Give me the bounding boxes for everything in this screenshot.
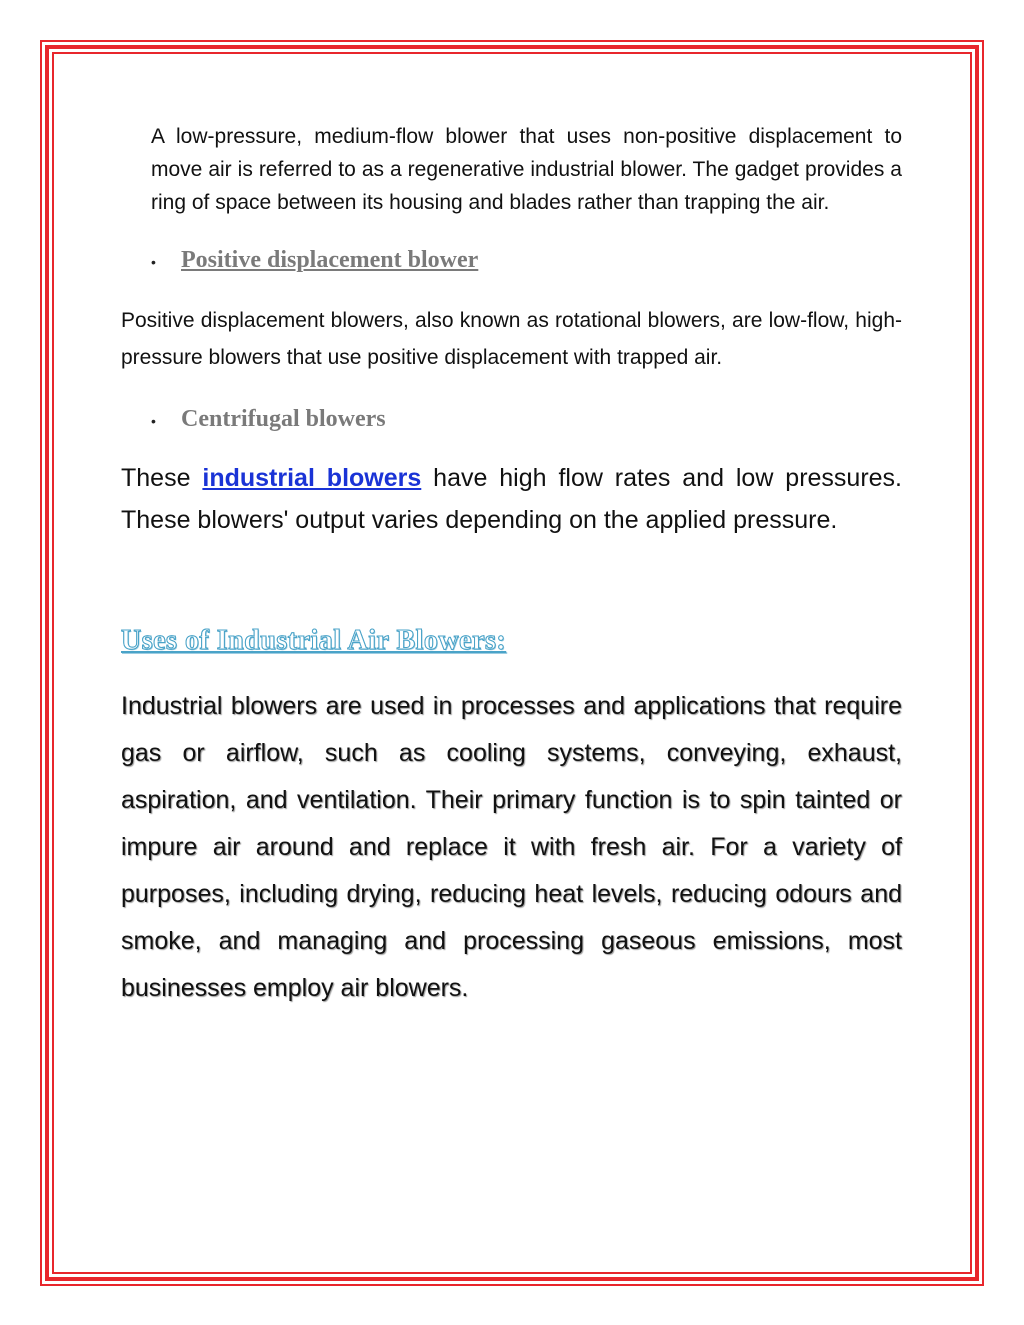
bullet-centrifugal: [121, 406, 902, 433]
bullet-positive-displacement: [121, 247, 902, 274]
bullet-label-positive-displacement: Positive displacement blower: [181, 247, 479, 273]
uses-paragraph: Industrial blowers are used in processes and applications that require gas or airflow, such as cooling systems, conveying, exhaust, aspiration, and ventilation. Their primary function is to spin tainted or impure air around and replace it with fresh air. For a variety of purposes, including drying, reducing heat levels, reducing odours and smoke, and managing and processing gaseous emissions, most businesses employ air blowers.: [121, 692, 902, 1002]
industrial-blowers-link[interactable]: industrial blowers: [202, 464, 422, 492]
positive-displacement-paragraph: Positive displacement blowers, also known as rotational blowers, are low-flow, high-pressure blowers that use positive displacement with trapped air.: [121, 309, 902, 369]
centrifugal-prefix: These: [121, 464, 203, 492]
intro-paragraph: A low-pressure, medium-flow blower that uses non-positive displacement to move air is referred to as a regenerative industrial blower. The gadget provides a ring of space between its housing and blades rather than trapping the air.: [151, 125, 902, 214]
bullet-label-centrifugal: Centrifugal blowers: [181, 406, 386, 432]
centrifugal-suffix: have high flow rates and low pressures. These blowers' output varies depending on the applied pressure.: [121, 464, 902, 534]
centrifugal-paragraph: [121, 457, 902, 541]
bullet-dot: •: [151, 254, 156, 270]
document-body: [121, 120, 902, 1012]
uses-heading: Uses of Industrial Air Blowers:: [121, 625, 507, 656]
bullet-dot: •: [151, 413, 156, 429]
